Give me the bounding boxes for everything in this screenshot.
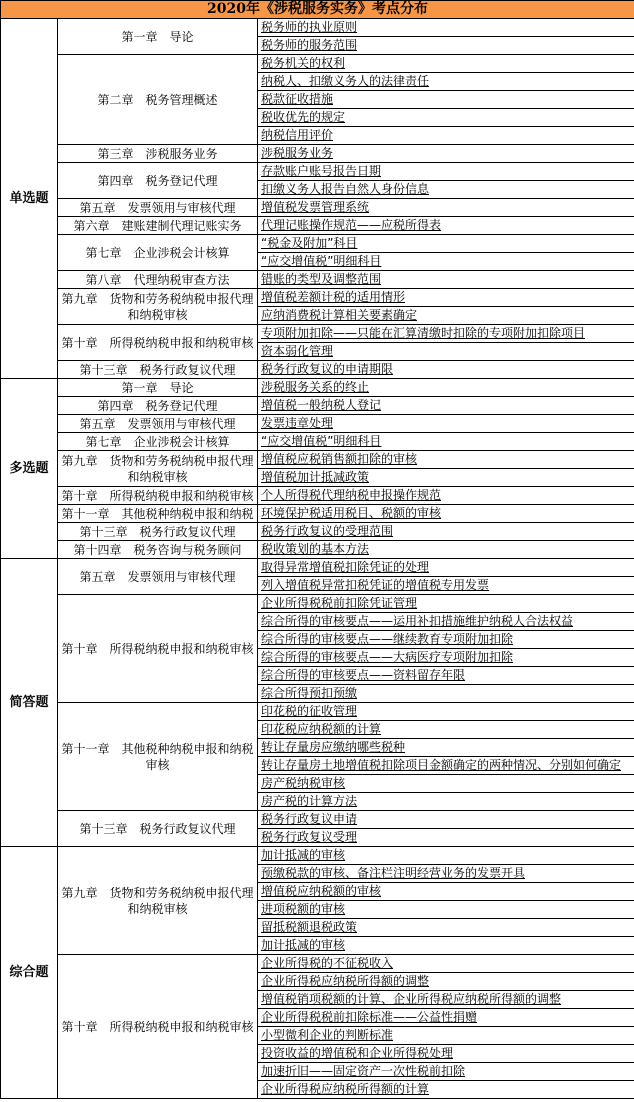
chapter-cell: 第十一章 其他税种纳税申报和纳税 xyxy=(58,505,258,523)
table-row xyxy=(1,433,634,451)
table-row xyxy=(1,559,634,577)
table-row xyxy=(1,415,634,433)
chapter-cell: 第十三章 税务行政复议代理 xyxy=(58,361,258,379)
chapter-cell: 第十四章 税务咨询与税务顾问 xyxy=(58,541,258,559)
chapter-cell: 第三章 涉税服务业务 xyxy=(58,145,258,163)
chapter-cell: 第一章 导论 xyxy=(58,19,258,55)
table-row xyxy=(1,505,634,523)
topic-cell: 纳税信用评价 xyxy=(258,127,634,145)
topic-cell: 房产税纳税审核 xyxy=(258,775,634,793)
topic-cell: 存款账户账号报告日期 xyxy=(258,163,634,181)
topic-cell: 扣缴义务人报告自然人身份信息 xyxy=(258,181,634,199)
topic-cell: 取得异常增值税扣除凭证的处理 xyxy=(258,559,634,577)
table-row xyxy=(1,325,634,343)
chapter-cell: 第四章 税务登记代理 xyxy=(58,397,258,415)
chapter-cell: 第七章 企业涉税会计核算 xyxy=(58,235,258,271)
topic-cell: 企业所得税应纳税所得额的计算 xyxy=(258,1081,634,1099)
topic-cell: 税收策划的基本方法 xyxy=(258,541,634,559)
table-row xyxy=(1,595,634,613)
topic-cell: 涉税服务关系的终止 xyxy=(258,379,634,397)
table-row xyxy=(1,55,634,73)
topic-cell: 涉税服务业务 xyxy=(258,145,634,163)
question-type-cell: 简答题 xyxy=(1,559,58,847)
topic-cell: 税务行政复议的申请期限 xyxy=(258,361,634,379)
table-row xyxy=(1,199,634,217)
topic-cell: 增值税应税销售额扣除的审核 xyxy=(258,451,634,469)
topic-cell: 增值税发票管理系统 xyxy=(258,199,634,217)
title-row xyxy=(1,1,634,19)
topic-cell: 加速折旧——固定资产一次性税前扣除 xyxy=(258,1063,634,1081)
topic-cell: 增值税加计抵减政策 xyxy=(258,469,634,487)
topic-cell: 进项税额的审核 xyxy=(258,901,634,919)
topic-cell: “应交增值税”明细科目 xyxy=(258,433,634,451)
topic-cell: 企业所得税税前扣除标准——公益性捐赠 xyxy=(258,1009,634,1027)
chapter-cell: 第一章 导论 xyxy=(58,379,258,397)
topic-cell: 代理记账操作规范——应税所得表 xyxy=(258,217,634,235)
topic-cell: 税务行政复议受理 xyxy=(258,829,634,847)
table-title: 2020年《涉税服务实务》考点分布 xyxy=(1,1,634,19)
topic-cell: 房产税的计算方法 xyxy=(258,793,634,811)
table-row xyxy=(1,451,634,469)
table-row xyxy=(1,523,634,541)
topic-cell: 加计抵减的审核 xyxy=(258,847,634,865)
topic-cell: 加计抵减的审核 xyxy=(258,937,634,955)
topic-cell: 转让存量房应缴纳哪些税种 xyxy=(258,739,634,757)
topic-cell: 综合所得的审核要点——大病医疗专项附加扣除 xyxy=(258,649,634,667)
chapter-cell: 第十一章 其他税种纳税申报和纳税审核 xyxy=(58,703,258,811)
table-row xyxy=(1,289,634,307)
table-row xyxy=(1,235,634,253)
table-row xyxy=(1,847,634,865)
topic-cell: 税收优先的规定 xyxy=(258,109,634,127)
topic-cell: 应纳消费税计算相关要素确定 xyxy=(258,307,634,325)
topic-cell: 综合所得的审核要点——资料留存年限 xyxy=(258,667,634,685)
topic-cell: 个人所得税代理纳税申报操作规范 xyxy=(258,487,634,505)
topic-cell: 纳税人、扣缴义务人的法律责任 xyxy=(258,73,634,91)
topic-cell: 企业所得税的不征税收入 xyxy=(258,955,634,973)
table-row xyxy=(1,541,634,559)
chapter-cell: 第十章 所得税纳税申报和纳税审核 xyxy=(58,595,258,703)
topic-cell: 专项附加扣除——只能在汇算清缴时扣除的专项附加扣除项目 xyxy=(258,325,634,343)
topic-cell: 印花税的征收管理 xyxy=(258,703,634,721)
table-row xyxy=(1,811,634,829)
table-row xyxy=(1,217,634,235)
topic-cell: 发票违章处理 xyxy=(258,415,634,433)
topic-cell: 税务师的执业原则 xyxy=(258,19,634,37)
topic-cell: 企业所得税应纳税所得额的调整 xyxy=(258,973,634,991)
topic-cell: 增值税一般纳税人登记 xyxy=(258,397,634,415)
table-row xyxy=(1,397,634,415)
topic-cell: 税务师的服务范围 xyxy=(258,37,634,55)
topic-cell: 小型微利企业的判断标准 xyxy=(258,1027,634,1045)
chapter-cell: 第四章 税务登记代理 xyxy=(58,163,258,199)
topic-cell: 转让存量房土地增值税扣除项目金额确定的两种情况、分别如何确定 xyxy=(258,757,634,775)
chapter-cell: 第五章 发票领用与审核代理 xyxy=(58,415,258,433)
chapter-cell: 第十章 所得税纳税申报和纳税审核 xyxy=(58,955,258,1099)
chapter-cell: 第九章 货物和劳务税纳税申报代理和纳税审核 xyxy=(58,451,258,487)
topic-cell: 资本弱化管理 xyxy=(258,343,634,361)
topic-cell: 综合所得的审核要点——运用补扣措施维护纳税人合法权益 xyxy=(258,613,634,631)
chapter-cell: 第八章 代理纳税审查方法 xyxy=(58,271,258,289)
topic-cell: 留抵税额退税政策 xyxy=(258,919,634,937)
table-row xyxy=(1,703,634,721)
chapter-cell: 第五章 发票领用与审核代理 xyxy=(58,199,258,217)
topic-cell: 增值税差额计税的适用情形 xyxy=(258,289,634,307)
topic-cell: 印花税应纳税额的计算 xyxy=(258,721,634,739)
topic-cell: “税金及附加”科目 xyxy=(258,235,634,253)
chapter-cell: 第十章 所得税纳税申报和纳税审核 xyxy=(58,487,258,505)
chapter-cell: 第六章 建账建制代理记账实务 xyxy=(58,217,258,235)
table-row xyxy=(1,145,634,163)
topic-cell: 列入增值税异常扣税凭证的增值税专用发票 xyxy=(258,577,634,595)
question-type-cell: 综合题 xyxy=(1,847,58,1099)
chapter-cell: 第十三章 税务行政复议代理 xyxy=(58,523,258,541)
topic-cell: 税款征收措施 xyxy=(258,91,634,109)
topic-cell: 预缴税款的审核、备注栏注明经营业务的发票开具 xyxy=(258,865,634,883)
table-row xyxy=(1,361,634,379)
table-row xyxy=(1,163,634,181)
chapter-cell: 第十三章 税务行政复议代理 xyxy=(58,811,258,847)
topic-cell: 税务行政复议的受理范围 xyxy=(258,523,634,541)
question-type-cell: 单选题 xyxy=(1,19,58,379)
topic-cell: 增值税应纳税额的审核 xyxy=(258,883,634,901)
table-row xyxy=(1,955,634,973)
table-row xyxy=(1,271,634,289)
topic-cell: 错账的类型及调整范围 xyxy=(258,271,634,289)
chapter-cell: 第五章 发票领用与审核代理 xyxy=(58,559,258,595)
table-row xyxy=(1,379,634,397)
topic-cell: 综合所得预扣预缴 xyxy=(258,685,634,703)
table-row xyxy=(1,487,634,505)
topic-cell: 综合所得的审核要点——继续教育专项附加扣除 xyxy=(258,631,634,649)
topic-cell: 企业所得税税前扣除凭证管理 xyxy=(258,595,634,613)
question-type-cell: 多选题 xyxy=(1,379,58,559)
topic-cell: “应交增值税”明细科目 xyxy=(258,253,634,271)
topic-cell: 税务机关的权利 xyxy=(258,55,634,73)
topic-cell: 增值税销项税额的计算、企业所得税应纳税所得额的调整 xyxy=(258,991,634,1009)
chapter-cell: 第九章 货物和劳务税纳税申报代理和纳税审核 xyxy=(58,847,258,955)
topic-cell: 税务行政复议申请 xyxy=(258,811,634,829)
chapter-cell: 第二章 税务管理概述 xyxy=(58,55,258,145)
chapter-cell: 第七章 企业涉税会计核算 xyxy=(58,433,258,451)
chapter-cell: 第九章 货物和劳务税纳税申报代理和纳税审核 xyxy=(58,289,258,325)
chapter-cell: 第十章 所得税纳税申报和纳税审核 xyxy=(58,325,258,361)
table-row xyxy=(1,19,634,37)
topic-cell: 环境保护税适用税目、税额的审核 xyxy=(258,505,634,523)
topic-cell: 投资收益的增值税和企业所得税处理 xyxy=(258,1045,634,1063)
